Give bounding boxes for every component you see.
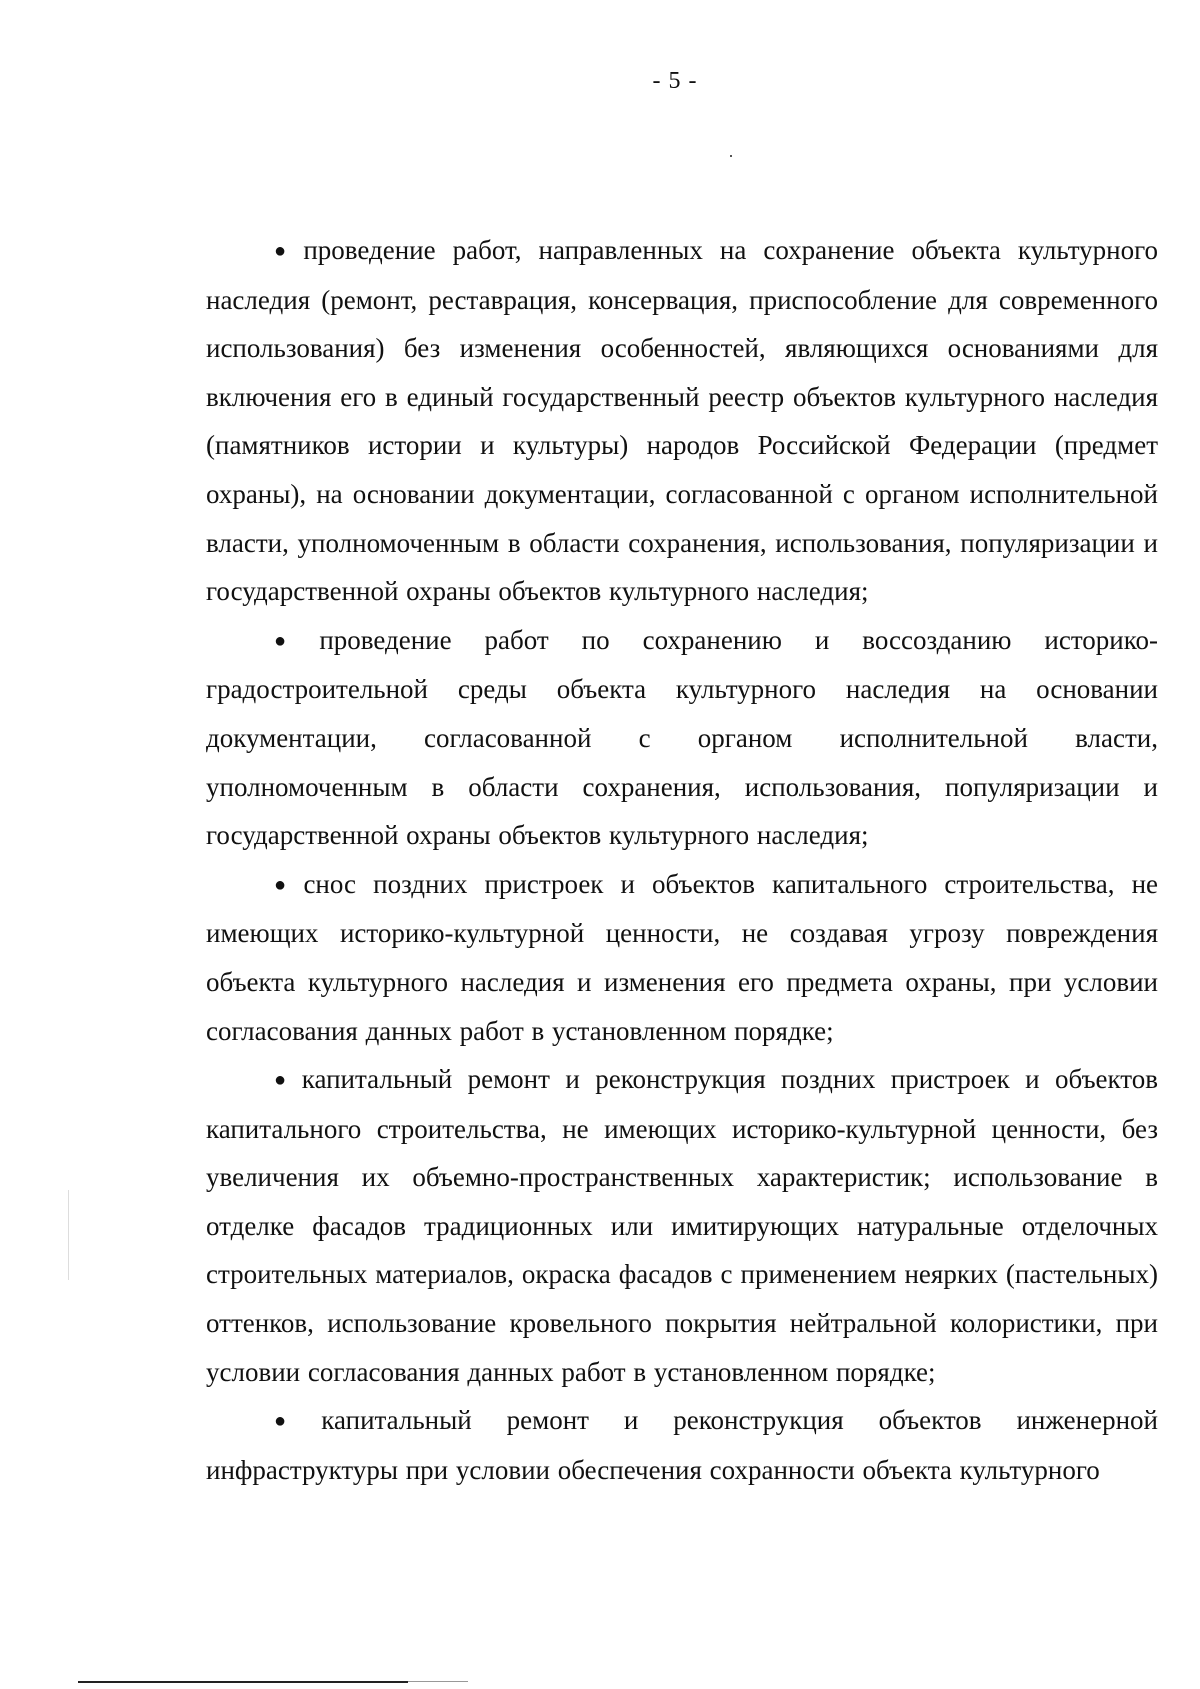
scan-speck	[730, 155, 732, 157]
bottom-edge-rule	[78, 1681, 408, 1683]
bullet-paragraph-3	[206, 860, 1158, 1055]
document-body	[206, 226, 1158, 1494]
paragraph-text: снос поздних пристроек и объектов капитального строительства, не имеющих историко-культурной ценности, не создавая угрозу повреждения объекта культурного наследия и изменения его предмета охраны, при условии согласования данных работ в установленном порядке;	[206, 868, 1158, 1046]
bullet-icon: ●	[274, 1410, 314, 1433]
page-number: - 5 -	[652, 68, 698, 94]
paragraph-text: проведение работ по сохранению и воссозданию историко-градостроительной среды объекта культурного наследия на основании документации, согласованной с органом исполнительной власти, уполномоченным в области сохранения, использования, популяризации и государственной охраны объектов культурного наследия;	[206, 624, 1158, 851]
scan-margin-mark	[68, 1190, 69, 1280]
bullet-icon: ●	[274, 873, 296, 896]
bullet-icon: ●	[274, 1069, 294, 1092]
paragraph-text: капитальный ремонт и реконструкция объектов инженерной инфраструктуры при условии обеспечения сохранности объекта культурного	[206, 1405, 1158, 1485]
bullet-paragraph-4	[206, 1055, 1158, 1396]
bottom-edge-rule-faint	[408, 1681, 468, 1682]
paragraph-text: капитальный ремонт и реконструкция поздних пристроек и объектов капитального строительства, не имеющих историко-культурной ценности, без увеличения их объемно-пространственных характеристик; использование в отделке фасадов традиционных или имитирующих натуральные отделочных строительных материалов, окраска фасадов с применением неярких (пастельных) оттенков, использование кровельного покрытия нейтральной колористики, при условии согласования данных работ в установленном порядке;	[206, 1064, 1158, 1387]
bullet-icon: ●	[274, 240, 296, 262]
bullet-paragraph-1	[206, 226, 1158, 616]
paragraph-text: проведение работ, направленных на сохранение объекта культурного наследия (ремонт, реставрация, консервация, приспособление для современного использования) без изменения особенностей, являющихся основаниями для включения его в единый государственный реестр объектов культурного наследия (памятников истории и культуры) народов Российской Федерации (предмет охраны), на основании документации, согласованной с органом исполнительной власти, уполномоченным в области сохранения, использования, популяризации и государственной охраны объектов культурного наследия;	[206, 235, 1158, 607]
bullet-paragraph-2	[206, 616, 1158, 860]
bullet-icon: ●	[274, 629, 312, 652]
bullet-paragraph-5	[206, 1396, 1158, 1494]
